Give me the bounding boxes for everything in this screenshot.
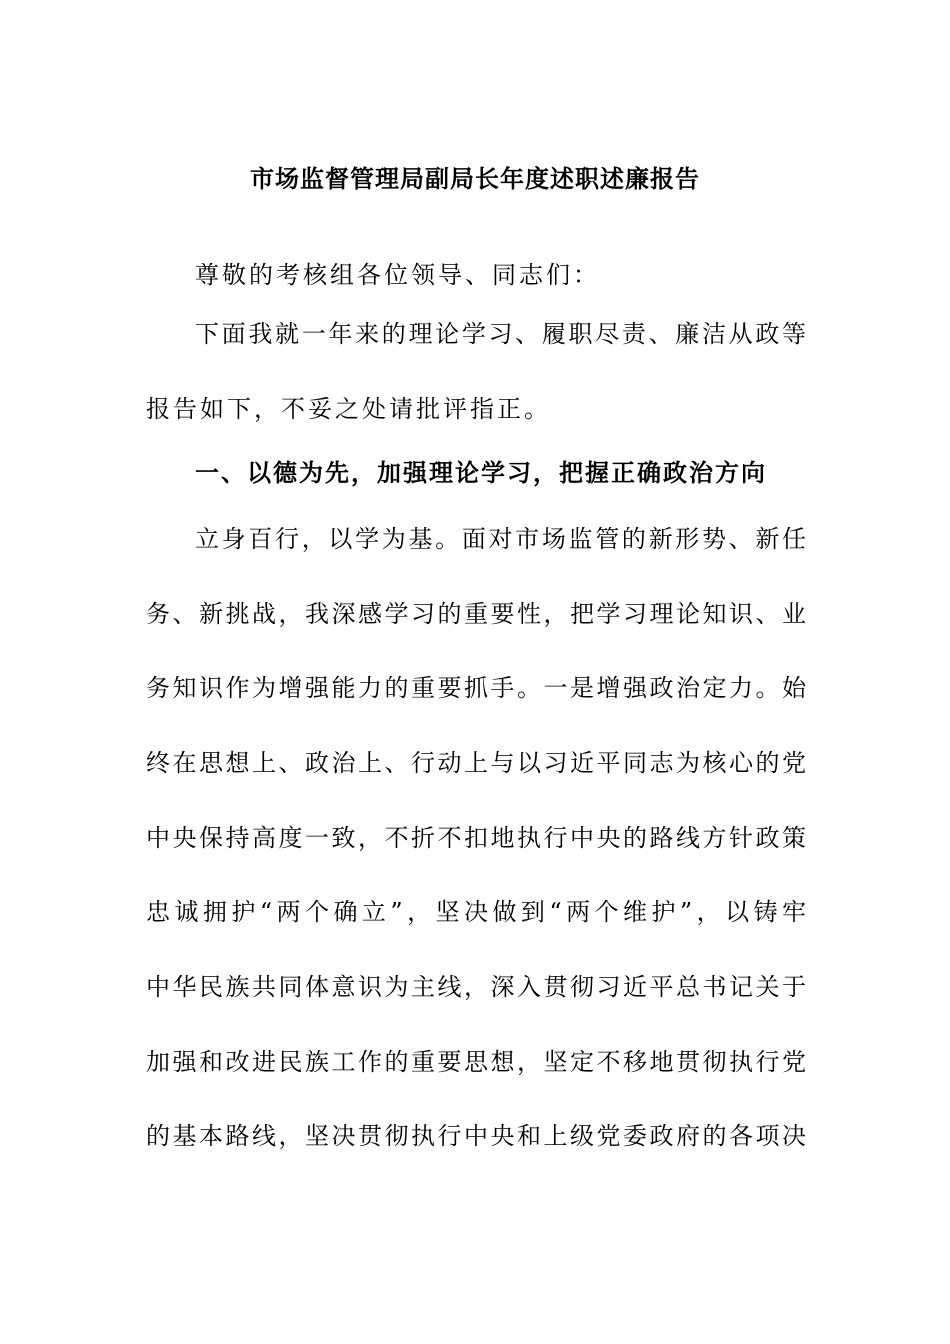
paragraph-line: 务、新挑战，我深感学习的重要性，把学习理论知识、业 [146,600,806,628]
paragraph-line: 中华民族共同体意识为主线，深入贯彻习近平总书记关于 [146,973,806,1001]
salutation: 尊敬的考核组各位领导、同志们： [195,261,600,289]
section-1-heading: 一、以德为先，加强理论学习，把握正确政治方向 [195,458,767,487]
paragraph-line: 忠诚拥护“两个确立”，坚决做到“两个维护”，以铸牢 [146,898,806,926]
document-title: 市场监督管理局副局长年度述职述廉报告 [250,164,700,193]
paragraph-line: 立身百行，以学为基。面对市场监管的新形势、新任 [195,525,806,553]
paragraph-line: 中央保持高度一致，不折不扣地执行中央的路线方针政策 [146,824,806,852]
intro-line-1: 下面我就一年来的理论学习、履职尽责、廉洁从政等 [195,320,806,348]
paragraph-line: 的基本路线，坚决贯彻执行中央和上级党委政府的各项决 [146,1122,806,1150]
intro-line-2: 报告如下，不妥之处请批评指正。 [146,395,551,423]
paragraph-line: 加强和改进民族工作的重要思想，坚定不移地贯彻执行党 [146,1048,806,1076]
paragraph-line: 终在思想上、政治上、行动上与以习近平同志为核心的党 [146,749,806,777]
paragraph-line: 务知识作为增强能力的重要抓手。一是增强政治定力。始 [146,674,806,702]
